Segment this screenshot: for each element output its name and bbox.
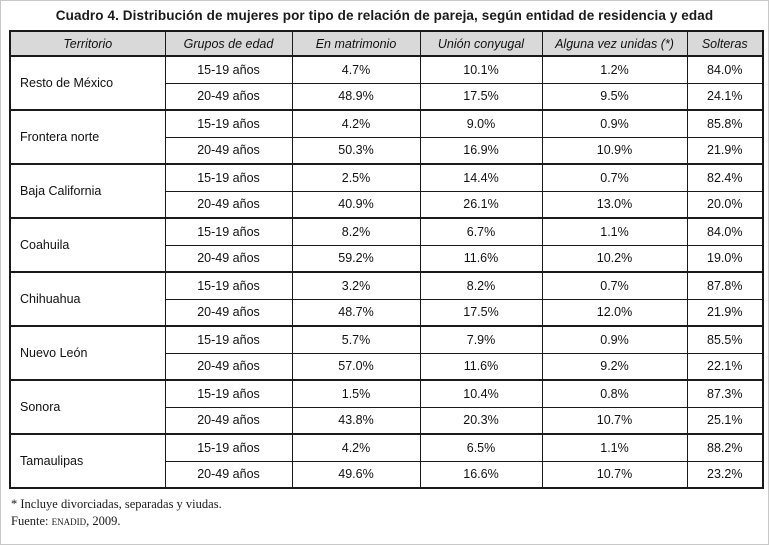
- age-group-cell: 15-19 años: [165, 326, 292, 353]
- age-group-cell: 15-19 años: [165, 272, 292, 299]
- solteras-cell: 20.0%: [687, 191, 763, 218]
- source-prefix: Fuente:: [11, 513, 52, 528]
- header-solteras: Solteras: [687, 31, 763, 56]
- en-matrimonio-cell: 48.7%: [292, 299, 420, 326]
- alguna-vez-unidas-cell: 0.9%: [542, 326, 687, 353]
- en-matrimonio-cell: 3.2%: [292, 272, 420, 299]
- age-group-cell: 20-49 años: [165, 83, 292, 110]
- footnote-asterisk: * Incluye divorciadas, separadas y viudas.: [11, 497, 222, 511]
- solteras-cell: 84.0%: [687, 56, 763, 83]
- alguna-vez-unidas-cell: 13.0%: [542, 191, 687, 218]
- alguna-vez-unidas-cell: 0.7%: [542, 272, 687, 299]
- union-conyugal-cell: 8.2%: [420, 272, 542, 299]
- union-conyugal-cell: 16.9%: [420, 137, 542, 164]
- union-conyugal-cell: 17.5%: [420, 299, 542, 326]
- union-conyugal-cell: 10.4%: [420, 380, 542, 407]
- en-matrimonio-cell: 49.6%: [292, 461, 420, 488]
- solteras-cell: 85.5%: [687, 326, 763, 353]
- en-matrimonio-cell: 48.9%: [292, 83, 420, 110]
- en-matrimonio-cell: 50.3%: [292, 137, 420, 164]
- en-matrimonio-cell: 4.7%: [292, 56, 420, 83]
- footnotes: [11, 496, 768, 530]
- table-body: [10, 56, 763, 488]
- alguna-vez-unidas-cell: 0.7%: [542, 164, 687, 191]
- table-row: [10, 218, 763, 245]
- union-conyugal-cell: 20.3%: [420, 407, 542, 434]
- alguna-vez-unidas-cell: 0.9%: [542, 110, 687, 137]
- age-group-cell: 15-19 años: [165, 164, 292, 191]
- territory-cell: Tamaulipas: [10, 434, 165, 488]
- en-matrimonio-cell: 4.2%: [292, 110, 420, 137]
- age-group-cell: 15-19 años: [165, 380, 292, 407]
- territory-cell: Nuevo León: [10, 326, 165, 380]
- age-group-cell: 15-19 años: [165, 110, 292, 137]
- solteras-cell: 85.8%: [687, 110, 763, 137]
- age-group-cell: 20-49 años: [165, 461, 292, 488]
- alguna-vez-unidas-cell: 10.2%: [542, 245, 687, 272]
- age-group-cell: 20-49 años: [165, 407, 292, 434]
- en-matrimonio-cell: 8.2%: [292, 218, 420, 245]
- table-header: [10, 31, 763, 56]
- solteras-cell: 23.2%: [687, 461, 763, 488]
- union-conyugal-cell: 7.9%: [420, 326, 542, 353]
- header-union-conyugal: Unión conyugal: [420, 31, 542, 56]
- source-name: enadid: [51, 513, 87, 528]
- en-matrimonio-cell: 2.5%: [292, 164, 420, 191]
- table-row: [10, 56, 763, 83]
- union-conyugal-cell: 11.6%: [420, 353, 542, 380]
- alguna-vez-unidas-cell: 1.2%: [542, 56, 687, 83]
- alguna-vez-unidas-cell: 10.7%: [542, 407, 687, 434]
- age-group-cell: 15-19 años: [165, 218, 292, 245]
- union-conyugal-cell: 9.0%: [420, 110, 542, 137]
- age-group-cell: 20-49 años: [165, 299, 292, 326]
- age-group-cell: 20-49 años: [165, 245, 292, 272]
- header-territorio: Territorio: [10, 31, 165, 56]
- age-group-cell: 15-19 años: [165, 56, 292, 83]
- solteras-cell: 88.2%: [687, 434, 763, 461]
- en-matrimonio-cell: 57.0%: [292, 353, 420, 380]
- alguna-vez-unidas-cell: 10.9%: [542, 137, 687, 164]
- union-conyugal-cell: 16.6%: [420, 461, 542, 488]
- age-group-cell: 20-49 años: [165, 137, 292, 164]
- header-grupos-de-edad: Grupos de edad: [165, 31, 292, 56]
- table-row: [10, 380, 763, 407]
- union-conyugal-cell: 6.7%: [420, 218, 542, 245]
- en-matrimonio-cell: 40.9%: [292, 191, 420, 218]
- en-matrimonio-cell: 5.7%: [292, 326, 420, 353]
- en-matrimonio-cell: 1.5%: [292, 380, 420, 407]
- footnote-source: [11, 513, 768, 530]
- alguna-vez-unidas-cell: 9.2%: [542, 353, 687, 380]
- en-matrimonio-cell: 4.2%: [292, 434, 420, 461]
- union-conyugal-cell: 14.4%: [420, 164, 542, 191]
- age-group-cell: 20-49 años: [165, 191, 292, 218]
- header-en-matrimonio: En matrimonio: [292, 31, 420, 56]
- territory-cell: Chihuahua: [10, 272, 165, 326]
- union-conyugal-cell: 17.5%: [420, 83, 542, 110]
- table-row: [10, 164, 763, 191]
- solteras-cell: 87.3%: [687, 380, 763, 407]
- solteras-cell: 19.0%: [687, 245, 763, 272]
- solteras-cell: 21.9%: [687, 137, 763, 164]
- data-table: [9, 30, 764, 489]
- union-conyugal-cell: 11.6%: [420, 245, 542, 272]
- territory-cell: Baja California: [10, 164, 165, 218]
- solteras-cell: 22.1%: [687, 353, 763, 380]
- alguna-vez-unidas-cell: 12.0%: [542, 299, 687, 326]
- alguna-vez-unidas-cell: 9.5%: [542, 83, 687, 110]
- solteras-cell: 25.1%: [687, 407, 763, 434]
- age-group-cell: 15-19 años: [165, 434, 292, 461]
- header-alguna-vez-unidas: Alguna vez unidas (*): [542, 31, 687, 56]
- solteras-cell: 84.0%: [687, 218, 763, 245]
- alguna-vez-unidas-cell: 1.1%: [542, 218, 687, 245]
- header-row: [10, 31, 763, 56]
- en-matrimonio-cell: 43.8%: [292, 407, 420, 434]
- territory-cell: Coahuila: [10, 218, 165, 272]
- territory-cell: Sonora: [10, 380, 165, 434]
- table-row: [10, 110, 763, 137]
- solteras-cell: 82.4%: [687, 164, 763, 191]
- solteras-cell: 24.1%: [687, 83, 763, 110]
- union-conyugal-cell: 6.5%: [420, 434, 542, 461]
- territory-cell: Resto de México: [10, 56, 165, 110]
- alguna-vez-unidas-cell: 0.8%: [542, 380, 687, 407]
- table-title: Cuadro 4. Distribución de mujeres por tipo de relación de pareja, según entidad de residencia y edad: [55, 8, 714, 23]
- union-conyugal-cell: 10.1%: [420, 56, 542, 83]
- table-row: [10, 272, 763, 299]
- solteras-cell: 21.9%: [687, 299, 763, 326]
- table-row: [10, 434, 763, 461]
- alguna-vez-unidas-cell: 1.1%: [542, 434, 687, 461]
- source-suffix: , 2009.: [86, 513, 121, 528]
- territory-cell: Frontera norte: [10, 110, 165, 164]
- table-row: [10, 326, 763, 353]
- age-group-cell: 20-49 años: [165, 353, 292, 380]
- union-conyugal-cell: 26.1%: [420, 191, 542, 218]
- solteras-cell: 87.8%: [687, 272, 763, 299]
- en-matrimonio-cell: 59.2%: [292, 245, 420, 272]
- alguna-vez-unidas-cell: 10.7%: [542, 461, 687, 488]
